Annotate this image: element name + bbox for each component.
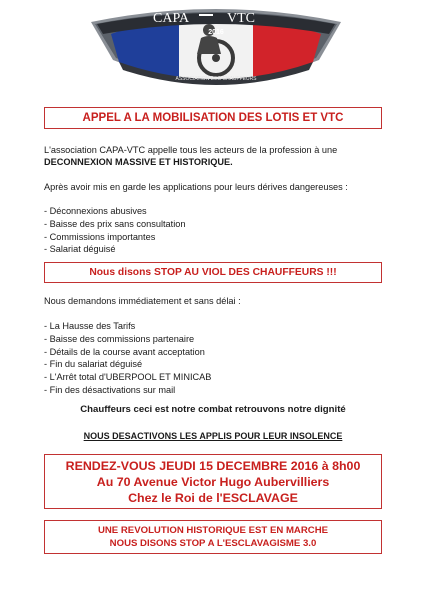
logo-right-text: VTC bbox=[227, 11, 255, 26]
rendezvous-box bbox=[44, 454, 382, 509]
list-item: - Baisse des commissions partenaire bbox=[44, 333, 195, 344]
list-item: - Fin des désactivations sur mail bbox=[44, 384, 176, 395]
list-item: - Déconnexions abusives bbox=[44, 206, 147, 216]
list-item: - Détails de la course avant acceptation bbox=[44, 346, 205, 357]
demand-intro: Nous demandons immédiatement et sans délai : bbox=[44, 296, 241, 306]
intro-line2: DECONNEXION MASSIVE ET HISTORIQUE. bbox=[44, 157, 233, 167]
list-item: - Commissions importantes bbox=[44, 231, 156, 242]
logo-year: 2016 bbox=[208, 29, 224, 36]
capa-vtc-logo bbox=[83, 0, 349, 92]
warning-intro: Après avoir mis en garde les applications pour leurs dérives dangereuses : bbox=[44, 182, 348, 192]
rendezvous-place: Chez le Roi de l'ESCLAVAGE bbox=[128, 491, 298, 505]
intro-line1: L'association CAPA-VTC appelle tous les acteurs de la profession à une bbox=[44, 145, 338, 155]
stop-banner: Nous disons STOP AU VIOL DES CHAUFFEURS !!! bbox=[44, 262, 382, 283]
intro-text bbox=[44, 144, 337, 168]
list-item: - Salariat déguisé bbox=[44, 244, 116, 255]
list-item: - Baisse des prix sans consultation bbox=[44, 218, 186, 229]
deactivate-text: NOUS DESACTIVONS LES APPLIS POUR LEUR INSOLENCE bbox=[83, 431, 343, 441]
list-item: - L'Arrêt total d'UBERPOOL ET MINICAB bbox=[44, 372, 212, 383]
warning-list bbox=[44, 205, 185, 256]
list-item: - La Hausse des Tarifs bbox=[44, 321, 136, 331]
logo-banner-text: ASSOCIATION DES CHAUFFEURS bbox=[175, 76, 257, 82]
demand-list bbox=[44, 320, 211, 397]
logo-left-text: CAPA bbox=[153, 11, 190, 26]
combat-text: Chauffeurs ceci est notre combat retrouvons notre dignité bbox=[80, 404, 346, 415]
rendezvous-address: Au 70 Avenue Victor Hugo Aubervilliers bbox=[96, 475, 330, 489]
revolution-line1: UNE REVOLUTION HISTORIQUE EST EN MARCHE bbox=[97, 525, 329, 536]
rendezvous-date: RENDEZ-VOUS JEUDI 15 DECEMBRE 2016 à 8h00 bbox=[65, 459, 361, 473]
revolution-box bbox=[44, 520, 382, 554]
revolution-line2: NOUS DISONS STOP A L'ESCLAVAGISME 3.0 bbox=[109, 538, 317, 549]
list-item: - Fin du salariat déguisé bbox=[44, 359, 143, 370]
mobilisation-title: APPEL A LA MOBILISATION DES LOTIS ET VTC bbox=[44, 107, 382, 129]
